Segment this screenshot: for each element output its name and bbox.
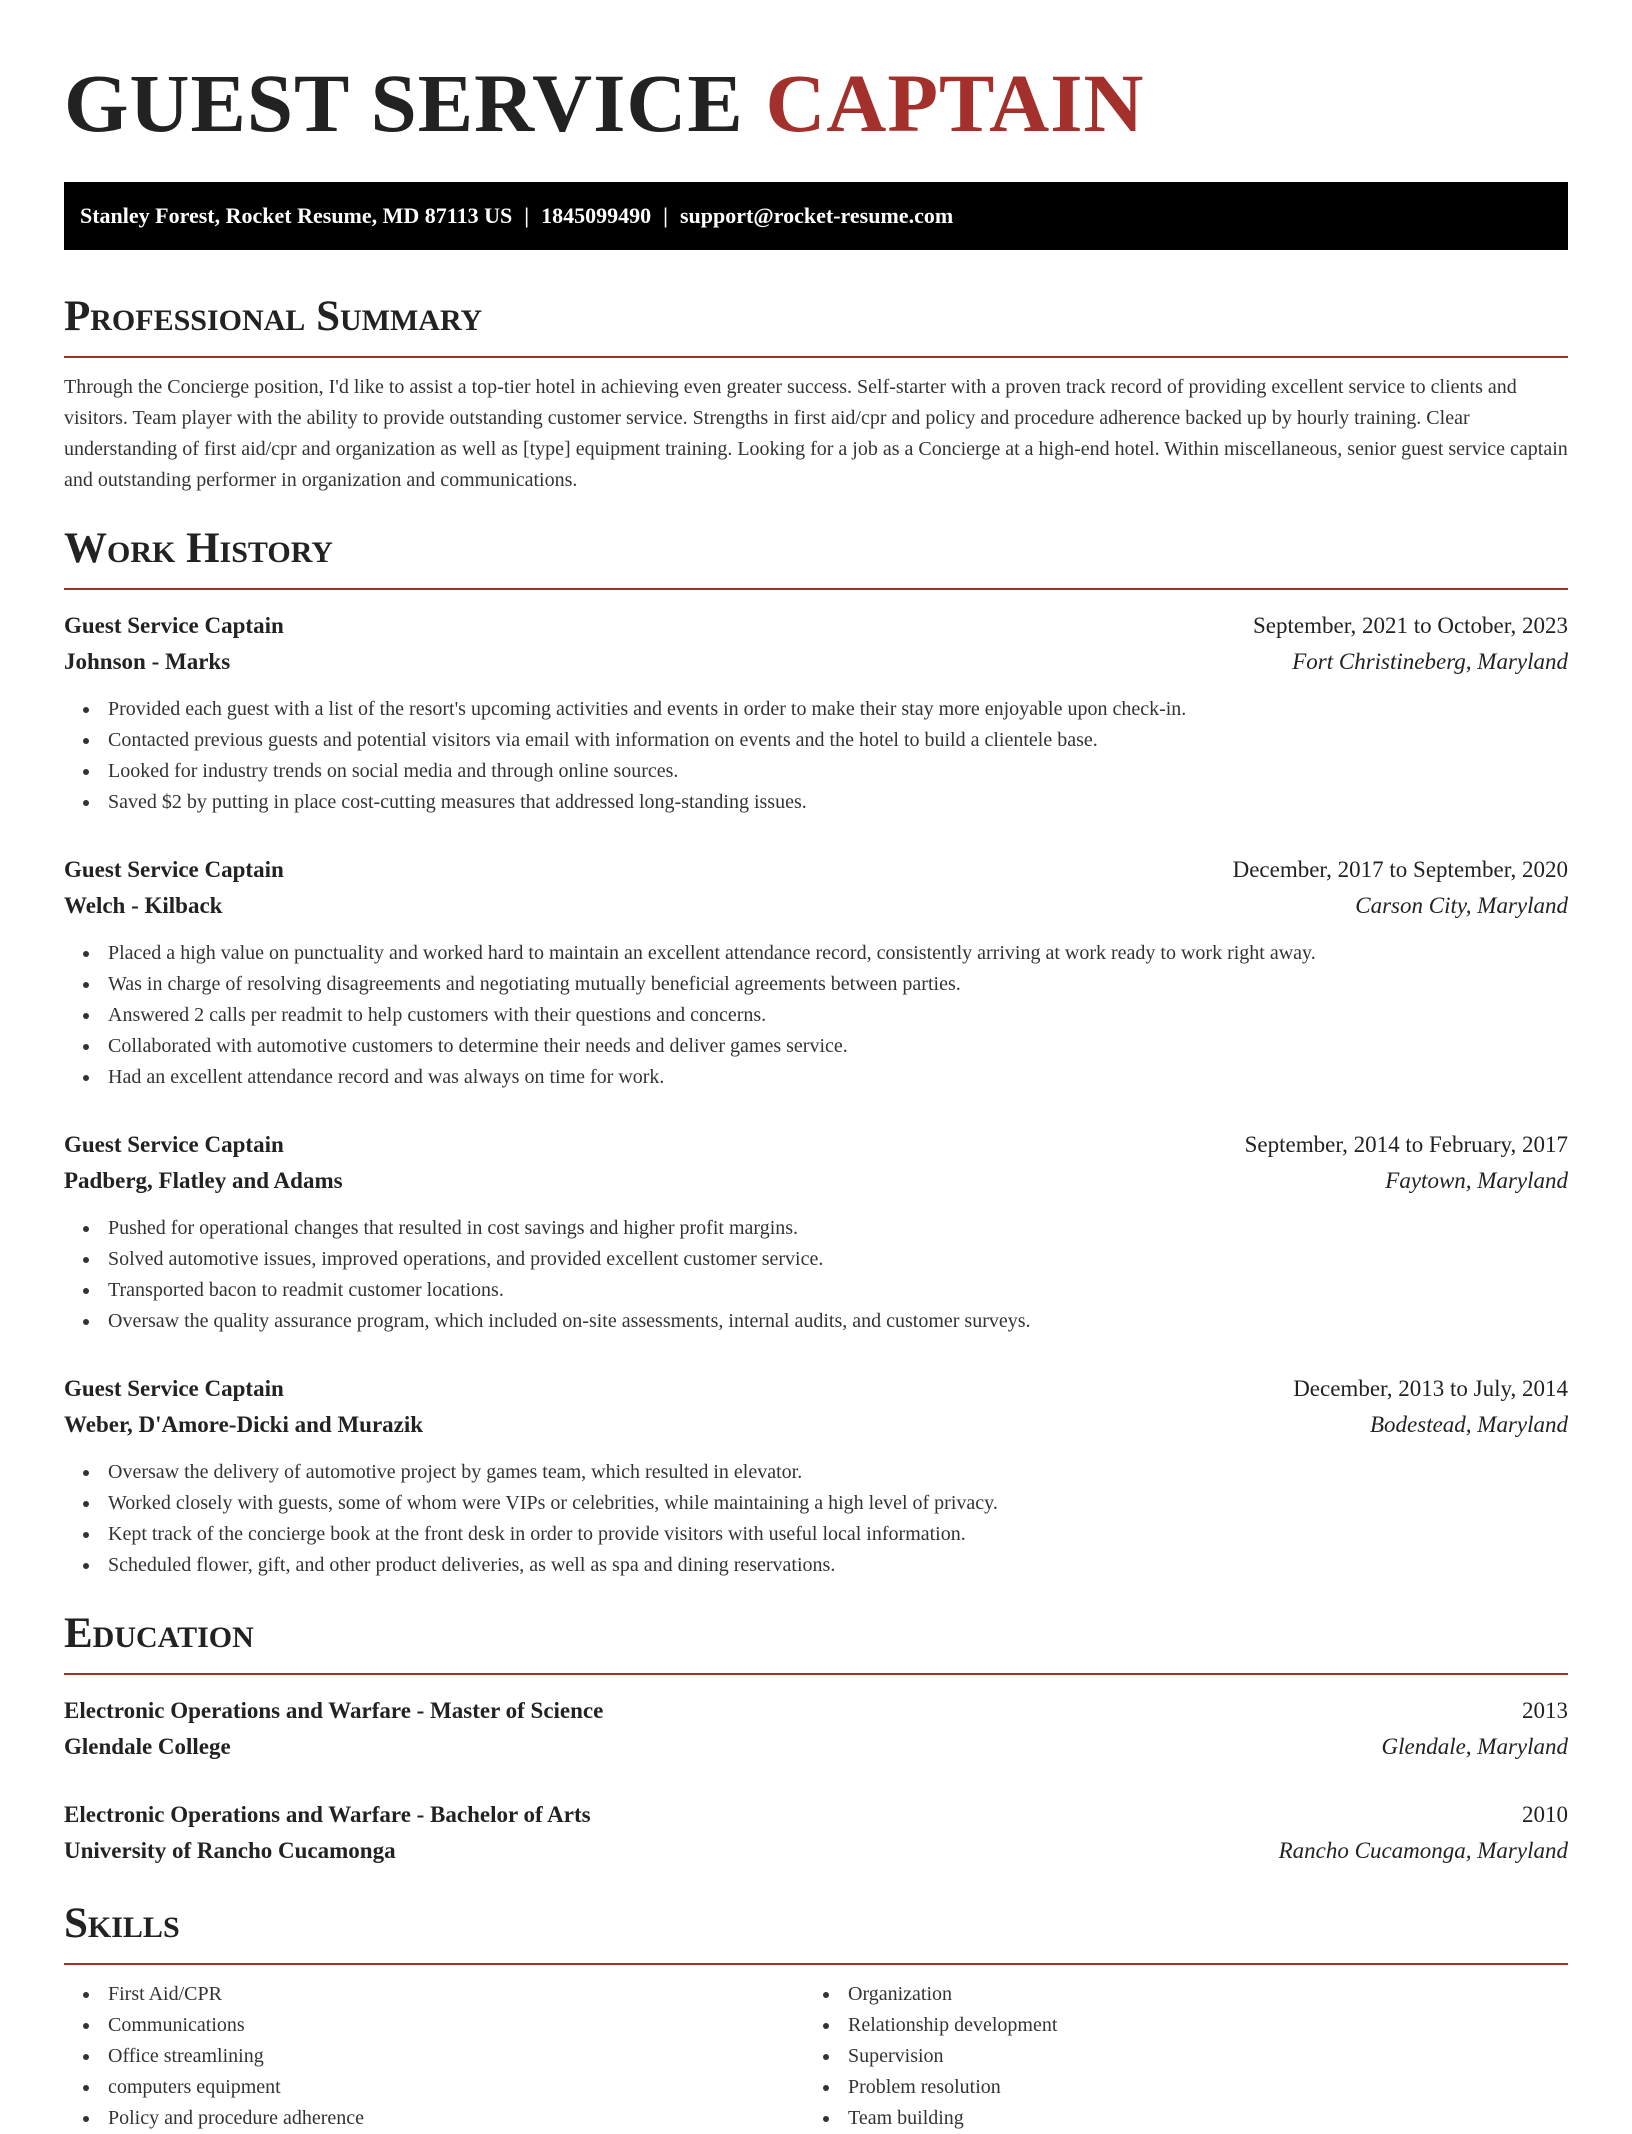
contact-separator: |	[524, 203, 530, 228]
section-divider	[64, 356, 1568, 358]
job-title: Guest Service Captain	[64, 613, 284, 638]
contact-separator: |	[663, 203, 668, 228]
job-entry	[64, 1127, 1568, 1337]
skill-item: Organization	[848, 1979, 1544, 2010]
education-degree: Electronic Operations and Warfare - Master of Science	[64, 1698, 604, 1723]
resume-title	[64, 0, 1568, 150]
job-location: Carson City, Maryland	[1355, 893, 1568, 918]
education-year: 2013	[1522, 1698, 1568, 1723]
job-location: Faytown, Maryland	[1385, 1168, 1568, 1193]
contact-phone: 1845099490	[541, 203, 652, 228]
skills-column-left	[64, 1979, 804, 2134]
job-company: Welch - Kilback	[64, 893, 223, 918]
job-bullet: Scheduled flower, gift, and other product deliveries, as well as spa and dining reservations.	[108, 1550, 1568, 1581]
job-bullet: Worked closely with guests, some of whom were VIPs or celebrities, while maintaining a high level of privacy.	[108, 1488, 1568, 1519]
job-entry	[64, 1371, 1568, 1581]
education-school: University of Rancho Cucamonga	[64, 1838, 396, 1863]
contact-bar	[64, 182, 1568, 250]
job-title: Guest Service Captain	[64, 1376, 284, 1401]
skill-item: Policy and procedure adherence	[108, 2103, 804, 2134]
job-header-row	[64, 1371, 1568, 1407]
job-bullet: Kept track of the concierge book at the front desk in order to provide visitors with useful local information.	[108, 1519, 1568, 1550]
skills-grid	[64, 1979, 1568, 2134]
job-bullet-list	[64, 938, 1568, 1093]
job-bullet: Saved $2 by putting in place cost-cutting measures that addressed long-standing issues.	[108, 787, 1568, 818]
skills-column-right	[804, 1979, 1544, 2134]
job-location: Bodestead, Maryland	[1369, 1412, 1568, 1437]
job-bullet: Transported bacon to readmit customer locations.	[108, 1275, 1568, 1306]
education-entry	[64, 1693, 1568, 1765]
education-entry	[64, 1797, 1568, 1869]
education-section	[64, 1609, 1568, 1869]
section-heading-summary: Professional Summary	[64, 293, 483, 340]
job-header-row	[64, 1127, 1568, 1163]
job-company: Weber, D'Amore-Dicki and Murazik	[64, 1412, 424, 1437]
job-bullet-list	[64, 1457, 1568, 1581]
contact-email: support@rocket-resume.com	[679, 203, 954, 228]
section-heading-skills: Skills	[64, 1900, 180, 1947]
section-divider	[64, 1673, 1568, 1675]
education-degree-row	[64, 1797, 1568, 1833]
job-company-row	[64, 644, 1568, 680]
education-school-row	[64, 1729, 1568, 1765]
job-entry	[64, 608, 1568, 818]
job-header-row	[64, 852, 1568, 888]
job-company-row	[64, 888, 1568, 924]
job-location: Fort Christineberg, Maryland	[1292, 649, 1568, 674]
education-year: 2010	[1522, 1802, 1568, 1827]
skill-item: First Aid/CPR	[108, 1979, 804, 2010]
job-company-row	[64, 1407, 1568, 1443]
job-bullet: Had an excellent attendance record and was always on time for work.	[108, 1062, 1568, 1093]
education-school-row	[64, 1833, 1568, 1869]
job-bullet: Pushed for operational changes that resulted in cost savings and higher profit margins.	[108, 1213, 1568, 1244]
job-dates: December, 2017 to September, 2020	[1232, 857, 1568, 882]
job-bullet: Collaborated with automotive customers to determine their needs and deliver games service.	[108, 1031, 1568, 1062]
job-title: Guest Service Captain	[64, 857, 284, 882]
job-company-row	[64, 1163, 1568, 1199]
education-location: Rancho Cucamonga, Maryland	[1278, 1838, 1568, 1863]
skill-item: Office streamlining	[108, 2041, 804, 2072]
title-accent: CAPTAIN	[765, 57, 1145, 149]
resume-page	[64, 0, 1568, 2134]
job-entry	[64, 852, 1568, 1093]
education-school: Glendale College	[64, 1734, 231, 1759]
job-bullet: Answered 2 calls per readmit to help customers with their questions and concerns.	[108, 1000, 1568, 1031]
skills-list	[804, 1979, 1544, 2134]
job-company: Johnson - Marks	[64, 649, 231, 674]
skill-item: Relationship development	[848, 2010, 1544, 2041]
job-bullet: Oversaw the quality assurance program, which included on-site assessments, internal audits, and customer surveys.	[108, 1306, 1568, 1337]
job-dates: September, 2021 to October, 2023	[1253, 613, 1568, 638]
skills-section	[64, 1899, 1568, 2134]
section-heading-work-history: Work History	[64, 525, 333, 572]
job-header-row	[64, 608, 1568, 644]
job-bullet: Contacted previous guests and potential visitors via email with information on events and the hotel to build a clientele base.	[108, 725, 1568, 756]
skill-item: Supervision	[848, 2041, 1544, 2072]
skills-list	[64, 1979, 804, 2134]
contact-address: Stanley Forest, Rocket Resume, MD 87113 US	[80, 203, 513, 228]
job-bullet: Solved automotive issues, improved operations, and provided excellent customer service.	[108, 1244, 1568, 1275]
job-title: Guest Service Captain	[64, 1132, 284, 1157]
job-bullet: Was in charge of resolving disagreements and negotiating mutually beneficial agreements between parties.	[108, 969, 1568, 1000]
education-degree: Electronic Operations and Warfare - Bachelor of Arts	[64, 1802, 591, 1827]
job-bullet-list	[64, 1213, 1568, 1337]
job-dates: September, 2014 to February, 2017	[1244, 1132, 1568, 1157]
skill-item: computers equipment	[108, 2072, 804, 2103]
job-company: Padberg, Flatley and Adams	[64, 1168, 343, 1193]
education-location: Glendale, Maryland	[1381, 1734, 1568, 1759]
summary-text: Through the Concierge position, I'd like to assist a top-tier hotel in achieving even greater success. Self-starter with a proven track record of providing excellent service to clients and visitors. Team player with the ability to provide outstanding customer service. Strengths in first aid/cpr and policy and procedure adherence backed up by hourly training. Clear understanding of first aid/cpr and organization as well as [type] equipment training. Looking for a job as a Concierge at a high-end hotel. Within miscellaneous, senior guest service captain and outstanding performer in organization and communications.	[64, 376, 1568, 491]
job-bullet: Provided each guest with a list of the resort's upcoming activities and events in order to make their stay more enjoyable upon check-in.	[108, 694, 1568, 725]
job-bullet: Oversaw the delivery of automotive project by games team, which resulted in elevator.	[108, 1457, 1568, 1488]
section-divider	[64, 1963, 1568, 1965]
work-history-section	[64, 524, 1568, 1581]
title-main: GUEST SERVICE	[64, 57, 744, 149]
section-divider	[64, 588, 1568, 590]
education-degree-row	[64, 1693, 1568, 1729]
job-dates: December, 2013 to July, 2014	[1293, 1376, 1568, 1401]
skill-item: Communications	[108, 2010, 804, 2041]
section-heading-education: Education	[64, 1610, 254, 1657]
skill-item: Problem resolution	[848, 2072, 1544, 2103]
job-bullet: Looked for industry trends on social media and through online sources.	[108, 756, 1568, 787]
job-bullet-list	[64, 694, 1568, 818]
job-bullet: Placed a high value on punctuality and worked hard to maintain an excellent attendance record, consistently arriving at work ready to work right away.	[108, 938, 1568, 969]
summary-section	[64, 292, 1568, 496]
skill-item: Team building	[848, 2103, 1544, 2134]
